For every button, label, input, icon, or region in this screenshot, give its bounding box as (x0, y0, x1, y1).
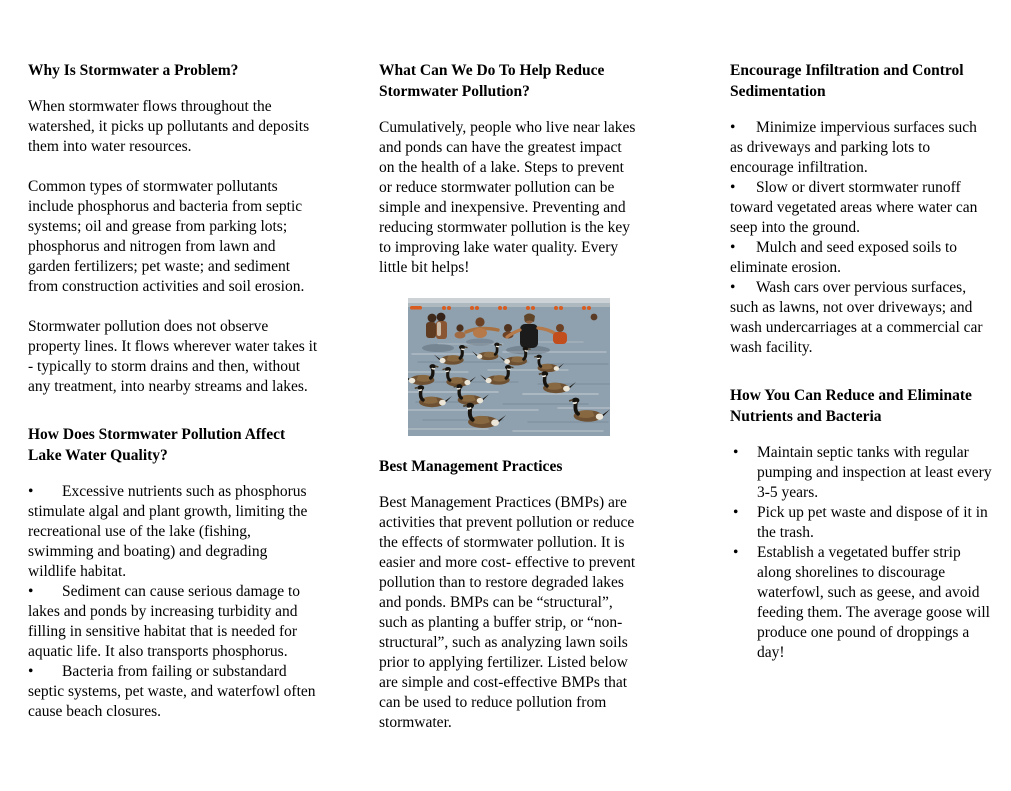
bullet-item (730, 543, 992, 663)
column-right (730, 60, 992, 663)
paragraph: Common types of stormwater pollutants include phosphorus and bacteria from septic systems; oil and grease from parking lots; phosphorus and nitrogen from lawn and garden fertilizers; pet waste; and sediment from construction activities and soil erosion. (28, 178, 305, 295)
bullet-item (730, 278, 992, 358)
bullet-item (730, 503, 992, 543)
heading-lake-water-quality: How Does Stormwater Pollution Affect Lake Water Quality? (28, 426, 286, 464)
column-left (28, 60, 318, 722)
bullet-text: Wash cars over pervious surfaces, such as lawns, not over driveways; and wash undercarriages at a commercial car wash facility. (730, 279, 983, 356)
paragraph: Cumulatively, people who live near lakes and ponds can have the greatest impact on the health of a lake. Steps to prevent or reduce stormwater pollution can be simple and inexpensive. Preventing and reducing stormwater pollution is the key to improving lake water quality. Every little bit helps! (379, 119, 636, 276)
heading-best-management-practices: Best Management Practices (379, 458, 563, 475)
bullet-item (730, 118, 992, 178)
heading-why-stormwater-problem: Why Is Stormwater a Problem? (28, 62, 239, 79)
paragraph: Best Management Practices (BMPs) are activities that prevent pollution or reduce the effects of stormwater pollution. It is easier and more cost- effective to prevent pollution than to restore degraded lakes and ponds. BMPs can be “structural”, such as planting a buffer strip, or “non-structural”, such as analyzing lawn soils prior to applying fertilizer. Listed below are simple and cost-effective BMPs that can be used to reduce pollution from stormwater. (379, 494, 636, 731)
bullet-text: Slow or divert stormwater runoff toward vegetated areas where water can seep into the ground. (730, 179, 978, 236)
heading-encourage-infiltration: Encourage Infiltration and Control Sedimentation (730, 62, 964, 100)
bullet-item (28, 482, 318, 582)
bullet-icon: • (730, 279, 736, 296)
bullet-icon: • (733, 504, 739, 521)
bullet-item (28, 582, 318, 662)
heading-reduce-nutrients-bacteria: How You Can Reduce and Eliminate Nutrients and Bacteria (730, 387, 972, 425)
bullet-icon: • (730, 179, 736, 196)
bullet-text: Mulch and seed exposed soils to eliminate erosion. (730, 239, 958, 276)
bullet-icon: • (733, 444, 739, 461)
bullet-text: Establish a vegetated buffer strip along shorelines to discourage waterfowl, such as geese, and avoid feeding them. The average goose will produce one pound of droppings a day! (757, 544, 990, 661)
bullet-text: Excessive nutrients such as phosphorus stimulate algal and plant growth, limiting the recreational use of the lake (fishing, swimming and boating) and degrading wildlife habitat. (28, 483, 308, 580)
bullet-text: Bacteria from failing or substandard septic systems, pet waste, and waterfowl often cause beach closures. (28, 663, 316, 720)
bullet-icon: • (730, 119, 736, 136)
bullet-icon: • (28, 663, 34, 680)
bullet-icon: • (28, 483, 34, 500)
heading-what-can-we-do: What Can We Do To Help Reduce Stormwater Pollution? (379, 62, 605, 100)
paragraph: When stormwater flows throughout the watershed, it picks up pollutants and deposits them into water resources. (28, 98, 310, 155)
bullet-text: Sediment can cause serious damage to lakes and ponds by increasing turbidity and filling in sensitive habitat that is needed for aquatic life. It also transports phosphorus. (28, 583, 301, 660)
bullet-icon: • (28, 583, 34, 600)
bullet-icon: • (730, 239, 736, 256)
bullet-text: Pick up pet waste and dispose of it in the trash. (757, 504, 988, 541)
lake-swimmers-geese-photo (408, 298, 610, 436)
bullet-item (28, 662, 318, 722)
bullet-icon: • (733, 544, 739, 561)
bullet-item (730, 238, 992, 278)
paragraph: Stormwater pollution does not observe property lines. It flows wherever water takes it - typically to storm drains and then, without any treatment, into nearby streams and lakes. (28, 318, 318, 395)
bullet-item (730, 178, 992, 238)
bullet-item (730, 443, 992, 503)
bullet-text: Minimize impervious surfaces such as driveways and parking lots to encourage infiltration. (730, 119, 977, 176)
bullet-text: Maintain septic tanks with regular pumping and inspection at least every 3-5 years. (757, 444, 992, 501)
column-center (379, 60, 637, 753)
